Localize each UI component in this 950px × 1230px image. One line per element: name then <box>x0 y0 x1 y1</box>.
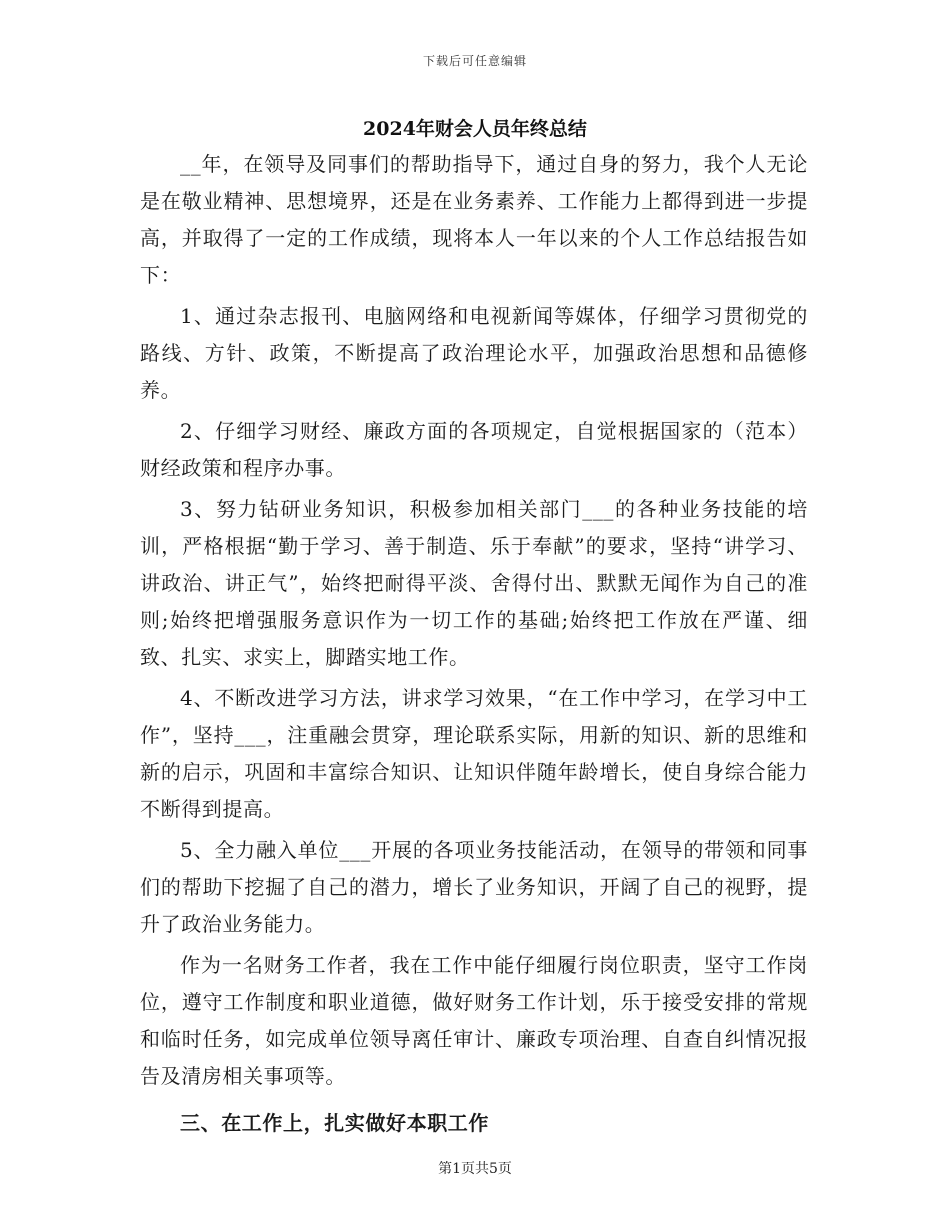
document-title: 2024年财会人员年终总结 <box>363 118 587 140</box>
paragraph-item-5: 5、全力融入单位___开展的各项业务技能活动，在领导的带领和同事们的帮助下挖掘了自己的潜力，增长了业务知识，开阔了自己的视野，提升了政治业务能力。 <box>140 838 808 936</box>
paragraph-summary: 作为一名财务工作者，我在工作中能仔细履行岗位职责，坚守工作岗位，遵守工作制度和职业道德，做好财务工作计划，乐于接受安排的常规和临时任务，如完成单位领导离任审计、廉政专项治理、自查自纠情况报告及清房相关事项等。 <box>140 953 808 1088</box>
page-header-note: 下载后可任意编辑 <box>422 54 527 68</box>
paragraph-item-1: 1、通过杂志报刊、电脑网络和电视新闻等媒体，仔细学习贯彻党的路线、方针、政策，不断提高了政治理论水平，加强政治思想和品德修养。 <box>140 304 808 402</box>
paragraph-item-2: 2、仔细学习财经、廉政方面的各项规定，自觉根据国家的（范本）财经政策和程序办事。 <box>140 419 808 480</box>
paragraph-intro: __年，在领导及同事们的帮助指导下，通过自身的努力，我个人无论是在敬业精神、思想境界，还是在业务素养、工作能力上都得到进一步提高，并取得了一定的工作成绩，现将本人一年以来的个人工作总结报告如下： <box>140 152 808 287</box>
paragraph-item-3: 3、努力钻研业务知识，积极参加相关部门___的各种业务技能的培训，严格根据“勤于学习、善于制造、乐于奉献”的要求，坚持“讲学习、讲政治、讲正气”，始终把耐得平淡、舍得付出、默默无闻作为自己的准则;始终把增强服务意识作为一切工作的基础;始终把工作放在严谨、细致、扎实、求实上，脚踏实地工作。 <box>140 497 808 669</box>
paragraph-item-4: 4、不断改进学习方法，讲求学习效果，“在工作中学习，在学习中工作”，坚持___，注重融会贯穿，理论联系实际，用新的知识、新的思维和新的启示，巩固和丰富综合知识、让知识伴随年龄增长，使自身综合能力不断得到提高。 <box>140 686 808 821</box>
page-number: 第1页共5页 <box>438 1161 512 1177</box>
document-body <box>140 146 808 1146</box>
section-heading: 三、在工作上，扎实做好本职工作 <box>180 1111 489 1135</box>
